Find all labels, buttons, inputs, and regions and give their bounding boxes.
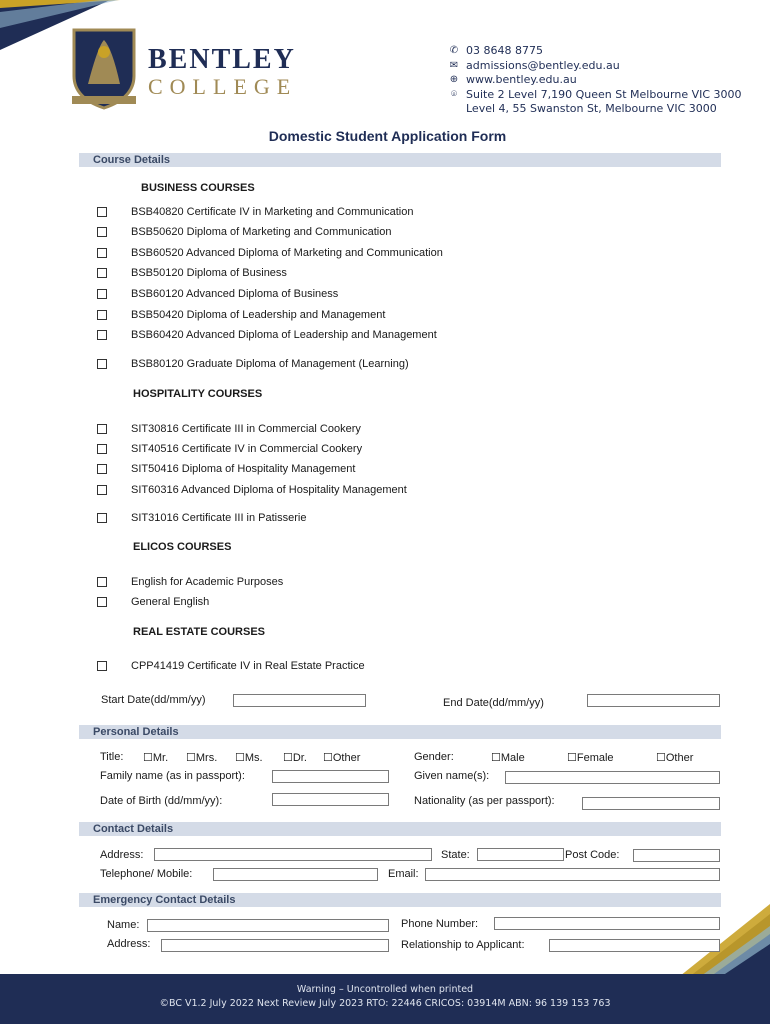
business-heading: BUSINESS COURSES <box>141 182 255 194</box>
postcode-label: Post Code: <box>565 849 620 861</box>
course-option[interactable]: General English <box>97 596 209 608</box>
title-option-dr[interactable]: ☐Dr. <box>283 752 307 764</box>
nationality-field[interactable] <box>582 797 720 810</box>
emergency-name-field[interactable] <box>147 919 389 932</box>
contact-address-2: Level 4, 55 Swanston St, Melbourne VIC 3000 <box>466 102 717 115</box>
checkbox[interactable] <box>97 248 107 258</box>
checkbox[interactable] <box>97 597 107 607</box>
contact-website: www.bentley.edu.au <box>466 73 577 86</box>
course-option[interactable]: BSB60520 Advanced Diploma of Marketing and Communication <box>97 247 443 259</box>
end-date-label: End Date(dd/mm/yy) <box>443 697 544 709</box>
state-field[interactable] <box>477 848 564 861</box>
section-emergency-contact: Emergency Contact Details <box>79 893 721 907</box>
checkbox[interactable] <box>97 330 107 340</box>
title-label: Title: <box>100 751 124 763</box>
emergency-address-field[interactable] <box>161 939 389 952</box>
title-option-mrs[interactable]: ☐Mrs. <box>186 752 218 764</box>
given-name-field[interactable] <box>505 771 720 784</box>
checkbox[interactable] <box>97 485 107 495</box>
checkbox[interactable] <box>97 424 107 434</box>
address-field[interactable] <box>154 848 432 861</box>
family-name-field[interactable] <box>272 770 389 783</box>
family-name-label: Family name (as in passport): <box>100 770 245 782</box>
title-option-ms[interactable]: ☐Ms. <box>235 752 263 764</box>
checkbox[interactable] <box>97 310 107 320</box>
course-option[interactable]: SIT40516 Certificate IV in Commercial Cookery <box>97 443 362 455</box>
section-personal-details: Personal Details <box>79 725 721 739</box>
contact-email: admissions@bentley.edu.au <box>466 58 620 72</box>
course-option[interactable]: BSB50620 Diploma of Marketing and Communication <box>97 226 391 238</box>
contact-info <box>448 44 742 117</box>
globe-icon: ⊕ <box>449 74 459 85</box>
start-date-field[interactable] <box>233 694 366 707</box>
email-field[interactable] <box>425 868 720 881</box>
checkbox[interactable] <box>97 464 107 474</box>
start-date-label: Start Date(dd/mm/yy) <box>101 694 206 706</box>
location-pin-icon: ⌾ <box>451 88 457 100</box>
course-option[interactable]: SIT31016 Certificate III in Patisserie <box>97 512 306 524</box>
hospitality-heading: HOSPITALITY COURSES <box>133 388 263 400</box>
course-option[interactable]: SIT50416 Diploma of Hospitality Management <box>97 463 355 475</box>
course-option[interactable]: BSB60120 Advanced Diploma of Business <box>97 288 338 300</box>
college-crest-logo <box>68 26 140 110</box>
checkbox[interactable] <box>97 289 107 299</box>
emergency-name-label: Name: <box>107 919 140 931</box>
course-option[interactable]: BSB80120 Graduate Diploma of Management (Learning) <box>97 358 409 370</box>
checkbox[interactable] <box>97 444 107 454</box>
postcode-field[interactable] <box>633 849 720 862</box>
contact-phone: 03 8648 8775 <box>466 44 543 57</box>
course-option[interactable]: BSB60420 Advanced Diploma of Leadership and Management <box>97 329 437 341</box>
course-option[interactable]: SIT30816 Certificate III in Commercial Cookery <box>97 423 361 435</box>
emergency-phone-label: Phone Number: <box>401 918 479 930</box>
checkbox[interactable] <box>97 268 107 278</box>
course-option[interactable]: SIT60316 Advanced Diploma of Hospitality Management <box>97 484 407 496</box>
address-label: Address: <box>100 849 144 861</box>
checkbox[interactable] <box>97 207 107 217</box>
emergency-phone-field[interactable] <box>494 917 720 930</box>
given-name-label: Given name(s): <box>414 770 490 782</box>
contact-address-1: Suite 2 Level 7,190 Queen St Melbourne VIC 3000 <box>466 87 742 101</box>
real-estate-heading: REAL ESTATE COURSES <box>133 626 266 638</box>
gender-option-female[interactable]: ☐Female <box>567 752 614 764</box>
course-option[interactable]: English for Academic Purposes <box>97 576 283 588</box>
dob-label: Date of Birth (dd/mm/yy): <box>100 795 223 807</box>
footer-version-info: ©BC V1.2 July 2022 Next Review July 2023 RTO: 22446 CRICOS: 03914M ABN: 96 139 153 763 <box>159 998 611 1009</box>
brand-name-line2: COLLEGE <box>148 74 298 99</box>
nationality-label: Nationality (as per passport): <box>414 795 555 807</box>
end-date-field[interactable] <box>587 694 720 707</box>
brand-name-line1: BENTLEY <box>148 44 296 75</box>
emergency-address-label: Address: <box>107 938 151 950</box>
checkbox[interactable] <box>97 359 107 369</box>
checkbox[interactable] <box>97 577 107 587</box>
section-contact-details: Contact Details <box>79 822 721 836</box>
checkbox[interactable] <box>97 227 107 237</box>
checkbox[interactable] <box>97 513 107 523</box>
course-option[interactable]: BSB50120 Diploma of Business <box>97 267 287 279</box>
gender-option-male[interactable]: ☐Male <box>491 752 525 764</box>
telephone-label: Telephone/ Mobile: <box>100 868 193 880</box>
checkbox[interactable] <box>97 661 107 671</box>
dob-field[interactable] <box>272 793 389 806</box>
relationship-label: Relationship to Applicant: <box>401 939 525 951</box>
course-option[interactable]: CPP41419 Certificate IV in Real Estate Practice <box>97 660 365 672</box>
section-course-details: Course Details <box>79 153 721 167</box>
email-label: Email: <box>388 868 419 880</box>
footer <box>0 974 770 1024</box>
relationship-field[interactable] <box>549 939 720 952</box>
title-option-other[interactable]: ☐Other <box>323 752 361 764</box>
email-icon: ✉ <box>449 59 459 71</box>
course-option[interactable]: BSB50420 Diploma of Leadership and Management <box>97 309 385 321</box>
phone-icon: ✆ <box>449 45 459 56</box>
footer-warning: Warning – Uncontrolled when printed <box>296 984 474 995</box>
title-option-mr[interactable]: ☐Mr. <box>143 752 169 764</box>
course-option[interactable]: BSB40820 Certificate IV in Marketing and Communication <box>97 206 413 218</box>
form-title: Domestic Student Application Form <box>268 128 507 144</box>
gender-label: Gender: <box>414 751 454 763</box>
state-label: State: <box>441 849 470 861</box>
elicos-heading: ELICOS COURSES <box>133 541 232 553</box>
telephone-field[interactable] <box>213 868 378 881</box>
gender-option-other[interactable]: ☐Other <box>656 752 694 764</box>
